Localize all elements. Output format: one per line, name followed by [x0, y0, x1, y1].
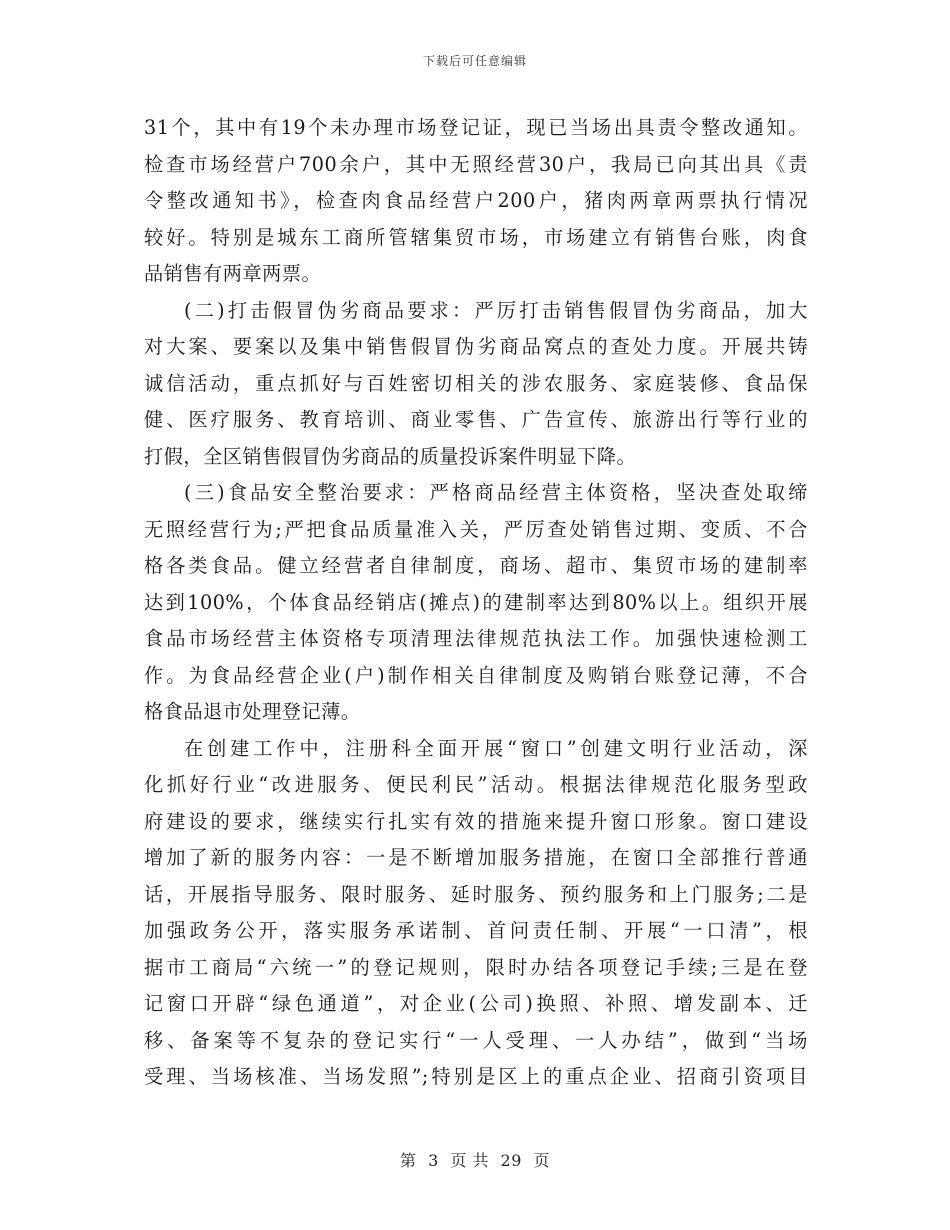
paragraph-line: 记窗口开辟“绿色通道”，对企业(公司)换照、补照、增发副本、迁: [144, 992, 808, 1015]
paragraph-line: (三)食品安全整治要求：严格商品经营主体资格，坚决查处取缔: [184, 481, 808, 504]
paragraph-line: (二)打击假冒伪劣商品要求：严厉打击销售假冒伪劣商品，加大: [184, 298, 808, 322]
paragraph-line: 无照经营行为;严把食品质量准入关，严厉查处销售过期、变质、不合: [144, 517, 808, 541]
paragraph-line: 受理、当场核准、当场发照”;特别是区上的重点企业、招商引资项目: [144, 1065, 808, 1088]
paragraph-line: 格各类食品。健立经营者自律制度，商场、超市、集贸市场的建制率: [144, 554, 808, 577]
paragraph-line: 移、备案等不复杂的登记实行“一人受理、一人办结”，做到“当场: [144, 1028, 808, 1052]
paragraph-line: 作。为食品经营企业(户)制作相关自律制度及购销台账登记薄，不合: [144, 663, 808, 687]
paragraph-line: 食品市场经营主体资格专项清理法律规范执法工作。加强快速检测工: [144, 627, 808, 650]
document-body: [144, 110, 808, 1096]
page-header: 下载后可任意编辑: [422, 54, 527, 68]
footer-page-number: 3: [428, 1151, 439, 1170]
footer-prefix: 第: [399, 1151, 417, 1170]
paragraph-line: 格食品退市处理登记薄。: [144, 700, 361, 723]
paragraph-line: 增加了新的服务内容：一是不断增加服务措施，在窗口全部推行普通: [144, 846, 808, 869]
paragraph-line: 打假，全区销售假冒伪劣商品的质量投诉案件明显下降。: [144, 444, 637, 468]
paragraph-line: 令整改通知书》，检查肉食品经营户200户，猪肉两章两票执行情况: [144, 189, 808, 212]
paragraph: [144, 110, 808, 293]
paragraph-line: 品销售有两章两票。: [144, 262, 322, 285]
footer-total-pages: 29: [500, 1151, 522, 1170]
paragraph-line: 据市工商局“六统一”的登记规则，限时办结各项登记手续;三是在登: [144, 955, 808, 979]
paragraph: [144, 293, 808, 476]
paragraph-line: 达到100%，个体食品经销店(摊点)的建制率达到80%以上。组织开展: [144, 590, 808, 614]
page-footer: [0, 1148, 950, 1171]
paragraph-line: 健、医疗服务、教育培训、商业零售、广告宣传、旅游出行等行业的: [144, 408, 808, 431]
paragraph-line: 话，开展指导服务、限时服务、延时服务、预约服务和上门服务;二是: [144, 882, 808, 906]
paragraph-line: 对大案、要案以及集中销售假冒伪劣商品窝点的查处力度。开展共铸: [144, 335, 808, 358]
paragraph-line: 在创建工作中，注册科全面开展“窗口”创建文明行业活动，深: [184, 736, 808, 760]
paragraph-line: 31个，其中有19个未办理市场登记证，现已当场出具责令整改通知。: [144, 116, 808, 139]
paragraph-line: 加强政务公开，落实服务承诺制、首问责任制、开展“一口清”，根: [144, 919, 808, 942]
footer-suffix: 页: [533, 1151, 551, 1170]
paragraph: [144, 731, 808, 1096]
paragraph-line: 较好。特别是城东工商所管辖集贸市场，市场建立有销售台账，肉食: [144, 225, 808, 249]
paragraph: [144, 475, 808, 731]
paragraph-line: 检查市场经营户700余户，其中无照经营30户，我局已向其出具《责: [144, 152, 808, 176]
footer-middle: 页 共: [450, 1151, 489, 1170]
paragraph-line: 化抓好行业“改进服务、便民利民”活动。根据法律规范化服务型政: [144, 773, 808, 796]
paragraph-line: 府建设的要求，继续实行扎实有效的措施来提升窗口形象。窗口建设: [144, 809, 808, 833]
paragraph-line: 诚信活动，重点抓好与百姓密切相关的涉农服务、家庭装修、食品保: [144, 371, 808, 395]
